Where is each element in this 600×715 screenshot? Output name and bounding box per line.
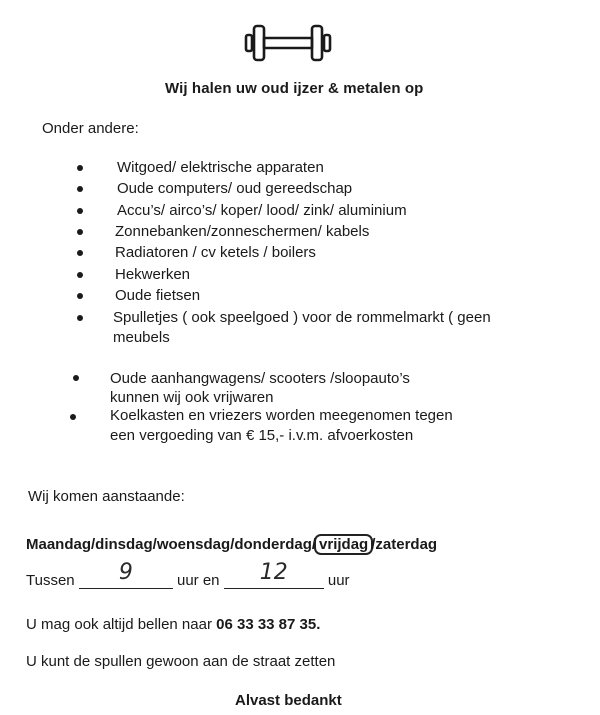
thanks-text: Alvast bedankt <box>235 692 342 709</box>
time-row <box>26 560 586 589</box>
days-before: Maandag/dinsdag/woensdag/donderdag <box>26 536 312 553</box>
bullet-dot <box>77 186 83 192</box>
item-text: Oude computers/ oud gereedschap <box>117 180 353 197</box>
bullet-dot <box>77 272 83 278</box>
phone-number: 06 33 33 87 35. <box>216 616 321 633</box>
bullet-dot <box>77 293 83 299</box>
bullet-dot <box>70 414 76 420</box>
item-text: Witgoed/ elektrische apparaten <box>117 159 324 176</box>
item-text: Koelkasten en vriezers worden meegenomen tegen <box>110 407 453 424</box>
item-text: een vergoeding van € 15,- i.v.m. afvoerkosten <box>110 427 414 444</box>
page-title: Wij halen uw oud ijzer & metalen op <box>165 80 424 97</box>
from-hour: 9 <box>118 560 133 585</box>
item-text: Accu’s/ airco’s/ koper/ lood/ zink/ aluminium <box>117 202 407 219</box>
selected-day: vrijdag <box>314 534 373 555</box>
to-hour: 12 <box>259 560 288 585</box>
between-label: Tussen <box>26 572 75 589</box>
to-hour-field <box>224 560 324 589</box>
bullet-dot <box>77 165 83 171</box>
item-text: kunnen wij ook vrijwaren <box>110 389 274 406</box>
bullet-dot <box>77 315 83 321</box>
bullet-dot <box>73 375 79 381</box>
days-line: Maandag/dinsdag/woensdag/donderdag/ vrijdag /zaterdag <box>26 536 438 553</box>
bullet-dot <box>77 208 83 214</box>
item-text: Oude aanhangwagens/ scooters /sloopauto’s <box>110 370 410 387</box>
bullet-dot <box>77 250 83 256</box>
days-after: zaterdag <box>375 536 438 553</box>
hour-label-1: uur en <box>176 572 220 589</box>
from-hour-field <box>79 560 173 589</box>
bullet-dot <box>77 229 83 235</box>
schedule-intro: Wij komen aanstaande: <box>28 488 185 505</box>
intro-text: Onder andere: <box>42 120 139 137</box>
dumbbell-icon <box>242 18 334 68</box>
street-note: U kunt de spullen gewoon aan de straat zetten <box>26 653 336 670</box>
phone-label: U mag ook altijd bellen naar <box>26 616 212 633</box>
hour-label-2: uur <box>327 572 350 589</box>
item-text: Hekwerken <box>115 266 191 283</box>
item-text: Oude fietsen <box>115 287 201 304</box>
item-text: Spulletjes ( ook speelgoed ) voor de rommelmarkt ( geen <box>113 309 491 326</box>
item-text: Radiatoren / cv ketels / boilers <box>115 244 316 261</box>
item-text: Zonnebanken/zonneschermen/ kabels <box>115 223 370 240</box>
phone-line <box>26 616 320 633</box>
item-text: meubels <box>113 329 170 346</box>
